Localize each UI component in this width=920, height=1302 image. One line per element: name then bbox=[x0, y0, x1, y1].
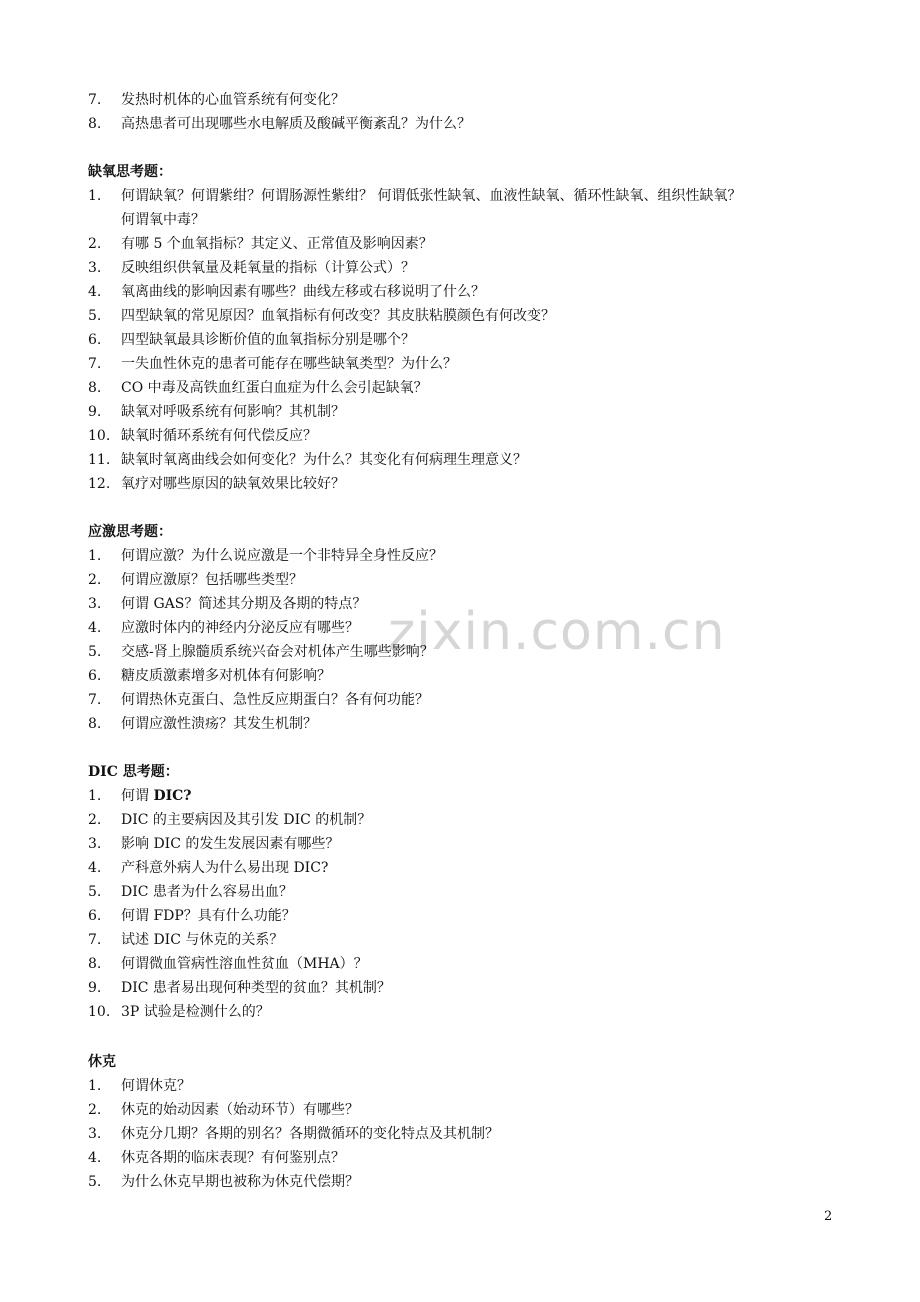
item-number: 2. bbox=[88, 812, 102, 828]
page-number: 2 bbox=[824, 1209, 833, 1224]
item-number: 10. bbox=[88, 428, 111, 444]
item-number: 6. bbox=[88, 332, 102, 348]
item-text: 缺氧时循环系统有何代偿反应？ bbox=[121, 428, 317, 444]
item-text: DIC 患者易出现何种类型的贫血？其机制？ bbox=[121, 980, 391, 996]
item-text: 休克分几期？各期的别名？各期微循环的变化特点及其机制？ bbox=[121, 1126, 499, 1142]
item-number: 7. bbox=[88, 692, 102, 708]
item-number: 2. bbox=[88, 572, 102, 588]
item-number: 2. bbox=[88, 236, 102, 252]
section-title-stress: 应激思考题： bbox=[88, 524, 172, 540]
item-text: 3P 试验是检测什么的？ bbox=[121, 1004, 270, 1020]
item-text: CO 中毒及高铁血红蛋白血症为什么会引起缺氧？ bbox=[121, 380, 428, 396]
item-text-bold: DIC? bbox=[153, 788, 192, 804]
item-text: 试述 DIC 与休克的关系？ bbox=[121, 932, 284, 948]
item-number: 1. bbox=[88, 548, 102, 564]
item-number: 6. bbox=[88, 668, 102, 684]
item-number: 5. bbox=[88, 644, 102, 660]
item-text: 休克各期的临床表现？有何鉴别点？ bbox=[121, 1150, 345, 1166]
item-number: 1. bbox=[88, 1078, 102, 1094]
item-number: 4. bbox=[88, 620, 102, 636]
item-text: 四型缺氧的常见原因？血氧指标有何改变？其皮肤粘膜颜色有何改变？ bbox=[121, 308, 555, 324]
item-text: 何谓应激原？包括哪些类型？ bbox=[121, 572, 303, 588]
item-number: 5. bbox=[88, 884, 102, 900]
item-number: 6. bbox=[88, 908, 102, 924]
item-number: 3. bbox=[88, 260, 102, 276]
item-text: DIC 的主要病因及其引发 DIC 的机制？ bbox=[121, 812, 372, 828]
item-number: 1. bbox=[88, 188, 102, 204]
item-number: 8. bbox=[88, 380, 102, 396]
item-text: 高热患者可出现哪些水电解质及酸碱平衡紊乱？为什么？ bbox=[121, 116, 471, 132]
item-text: 氧疗对哪些原因的缺氧效果比较好？ bbox=[121, 476, 345, 492]
item-text: 何谓缺氧？何谓紫绀？何谓肠源性紫绀？ 何谓低张性缺氧、血液性缺氧、循环性缺氧、组织性缺氧？ bbox=[121, 188, 742, 204]
section-title-hypoxia: 缺氧思考题： bbox=[88, 164, 172, 180]
item-number: 7. bbox=[88, 92, 102, 108]
item-number: 8. bbox=[88, 956, 102, 972]
item-text: 应激时体内的神经内分泌反应有哪些？ bbox=[121, 620, 359, 636]
item-text: 何谓热休克蛋白、急性反应期蛋白？各有何功能？ bbox=[121, 692, 429, 708]
item-text: 何谓应激性溃疡？其发生机制？ bbox=[121, 716, 317, 732]
item-number: 3. bbox=[88, 1126, 102, 1142]
item-text: 缺氧时氧离曲线会如何变化？为什么？其变化有何病理生理意义？ bbox=[121, 452, 527, 468]
item-text: 产科意外病人为什么易出现 DIC? bbox=[121, 860, 329, 876]
item-number: 4. bbox=[88, 1150, 102, 1166]
item-number: 9. bbox=[88, 980, 102, 996]
item-number: 7. bbox=[88, 356, 102, 372]
item-text: 缺氧对呼吸系统有何影响？其机制？ bbox=[121, 404, 345, 420]
item-number: 4. bbox=[88, 860, 102, 876]
item-number: 8. bbox=[88, 716, 102, 732]
item-number: 1. bbox=[88, 788, 102, 804]
section-title-dic: DIC 思考题： bbox=[88, 764, 179, 780]
item-text: 何谓 GAS？简述其分期及各期的特点？ bbox=[121, 596, 367, 612]
item-number: 7. bbox=[88, 932, 102, 948]
item-text: 交感-肾上腺髓质系统兴奋会对机体产生哪些影响？ bbox=[121, 644, 434, 660]
item-text bbox=[121, 786, 192, 806]
item-text: 糖皮质激素增多对机体有何影响？ bbox=[121, 668, 331, 684]
section-title-shock: 休克 bbox=[88, 1054, 116, 1070]
item-text-continuation: 何谓氧中毒？ bbox=[121, 212, 205, 228]
item-text: 何谓休克？ bbox=[121, 1078, 191, 1094]
item-number: 4. bbox=[88, 284, 102, 300]
item-text: 氧离曲线的影响因素有哪些？曲线左移或右移说明了什么？ bbox=[121, 284, 485, 300]
item-text: 四型缺氧最具诊断价值的血氧指标分别是哪个？ bbox=[121, 332, 415, 348]
watermark: zixin.com.cn bbox=[388, 602, 726, 662]
item-text: 反映组织供氧量及耗氧量的指标（计算公式）？ bbox=[121, 260, 415, 276]
item-text: 影响 DIC 的发生发展因素有哪些？ bbox=[121, 836, 340, 852]
item-number: 3. bbox=[88, 836, 102, 852]
item-text-prefix: 何谓 bbox=[121, 788, 154, 804]
item-number: 2. bbox=[88, 1102, 102, 1118]
item-number: 11. bbox=[88, 452, 111, 468]
item-text: 何谓微血管病性溶血性贫血（MHA）？ bbox=[121, 956, 368, 972]
item-text: 何谓 FDP？具有什么功能？ bbox=[121, 908, 296, 924]
item-number: 12. bbox=[88, 476, 111, 492]
item-text: 为什么休克早期也被称为休克代偿期？ bbox=[121, 1174, 359, 1190]
item-number: 10. bbox=[88, 1004, 111, 1020]
item-number: 5. bbox=[88, 308, 102, 324]
item-text: 休克的始动因素（始动环节）有哪些？ bbox=[121, 1102, 359, 1118]
item-text: 一失血性休克的患者可能存在哪些缺氧类型？为什么？ bbox=[121, 356, 457, 372]
item-number: 3. bbox=[88, 596, 102, 612]
item-number: 5. bbox=[88, 1174, 102, 1190]
item-text: 何谓应激？为什么说应激是一个非特异全身性反应？ bbox=[121, 548, 443, 564]
item-text: DIC 患者为什么容易出血？ bbox=[121, 884, 293, 900]
item-number: 9. bbox=[88, 404, 102, 420]
item-number: 8. bbox=[88, 116, 102, 132]
item-text: 有哪 5 个血氧指标？其定义、正常值及影响因素？ bbox=[121, 236, 433, 252]
item-text: 发热时机体的心血管系统有何变化？ bbox=[121, 92, 345, 108]
